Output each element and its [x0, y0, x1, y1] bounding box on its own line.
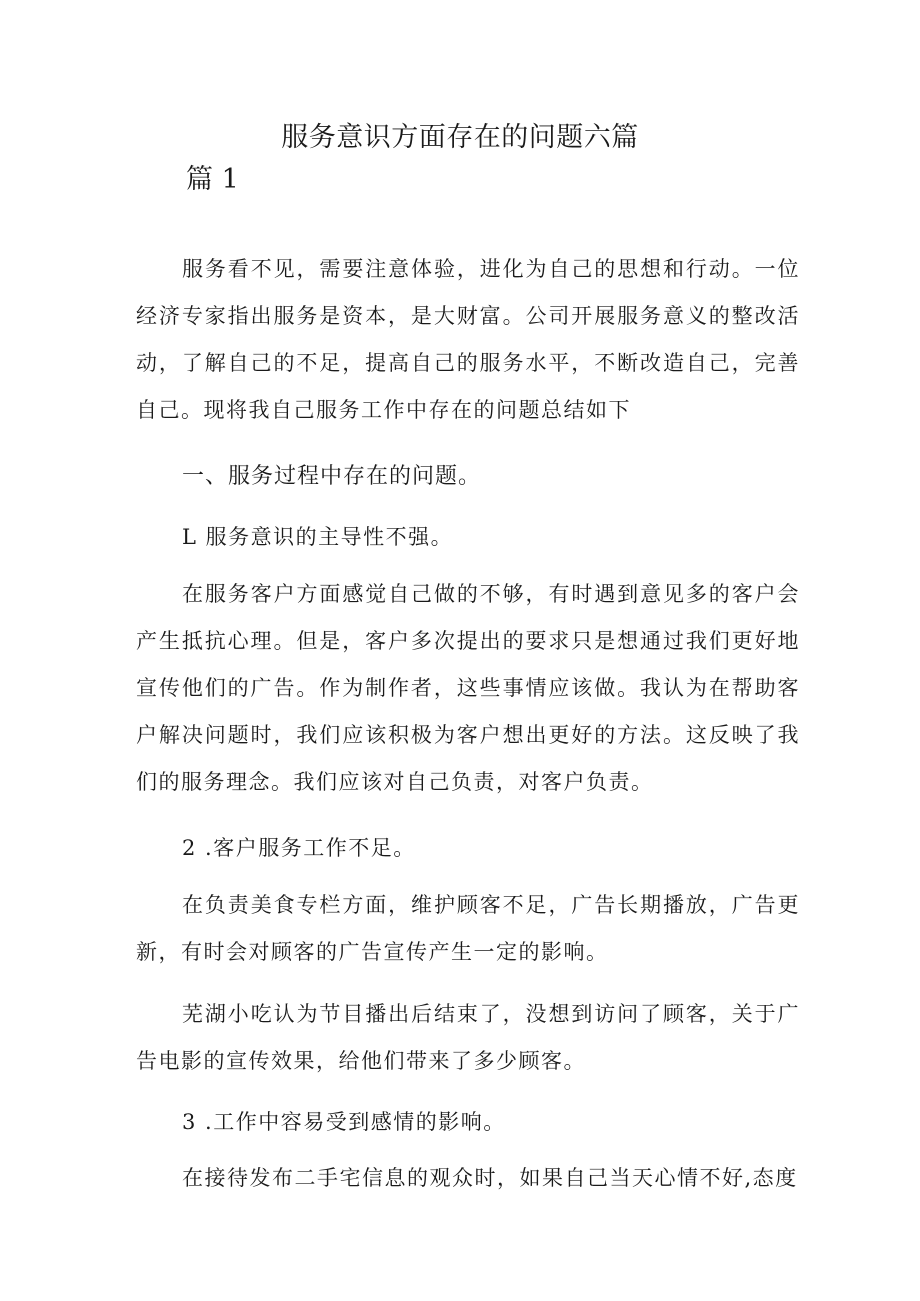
- item-3-heading: 3 .工作中容易受到感情的影响。: [182, 1110, 506, 1134]
- item-2-heading: 2 .客户服务工作不足。: [182, 836, 416, 860]
- document-title: 服务意识方面存在的问题六篇: [281, 122, 639, 153]
- body-paragraph-3: 芜湖小吃认为节目播出后结束了，没想到访问了顾客，关于广告电影的宣传效果，给他们带来了多少顾客。: [136, 1002, 800, 1073]
- heading-service-problems: 一、服务过程中存在的问题。: [182, 464, 482, 489]
- body-paragraph-4: 在接待发布二手宅信息的观众时，如果自己当天心情不好,态度: [182, 1166, 798, 1190]
- item-1-heading: L 服务意识的主导性不强。: [182, 525, 454, 549]
- intro-paragraph: 服务看不见，需要注意体验，进化为自己的思想和行动。一位经济专家指出服务是资本，是大财富。公司开展服务意义的整改活动，了解自己的不足，提高自己的服务水平，不断改造自己，完善自己。现将我自己服务工作中存在的问题总结如下: [136, 257, 800, 422]
- section-label: 篇 1: [186, 164, 239, 195]
- body-paragraph-2: 在负责美食专栏方面，维护顾客不足，广告长期播放，广告更新，有时会对顾客的广告宣传产生一定的影响。: [136, 893, 800, 964]
- body-paragraph-1: 在服务客户方面感觉自己做的不够，有时遇到意见多的客户会产生抵抗心理。但是，客户多次提出的要求只是想通过我们更好地宣传他们的广告。作为制作者，这些事情应该做。我认为在帮助客户解决问题时，我们应该积极为客户想出更好的方法。这反映了我们的服务理念。我们应该对自己负责，对客户负责。: [136, 582, 800, 794]
